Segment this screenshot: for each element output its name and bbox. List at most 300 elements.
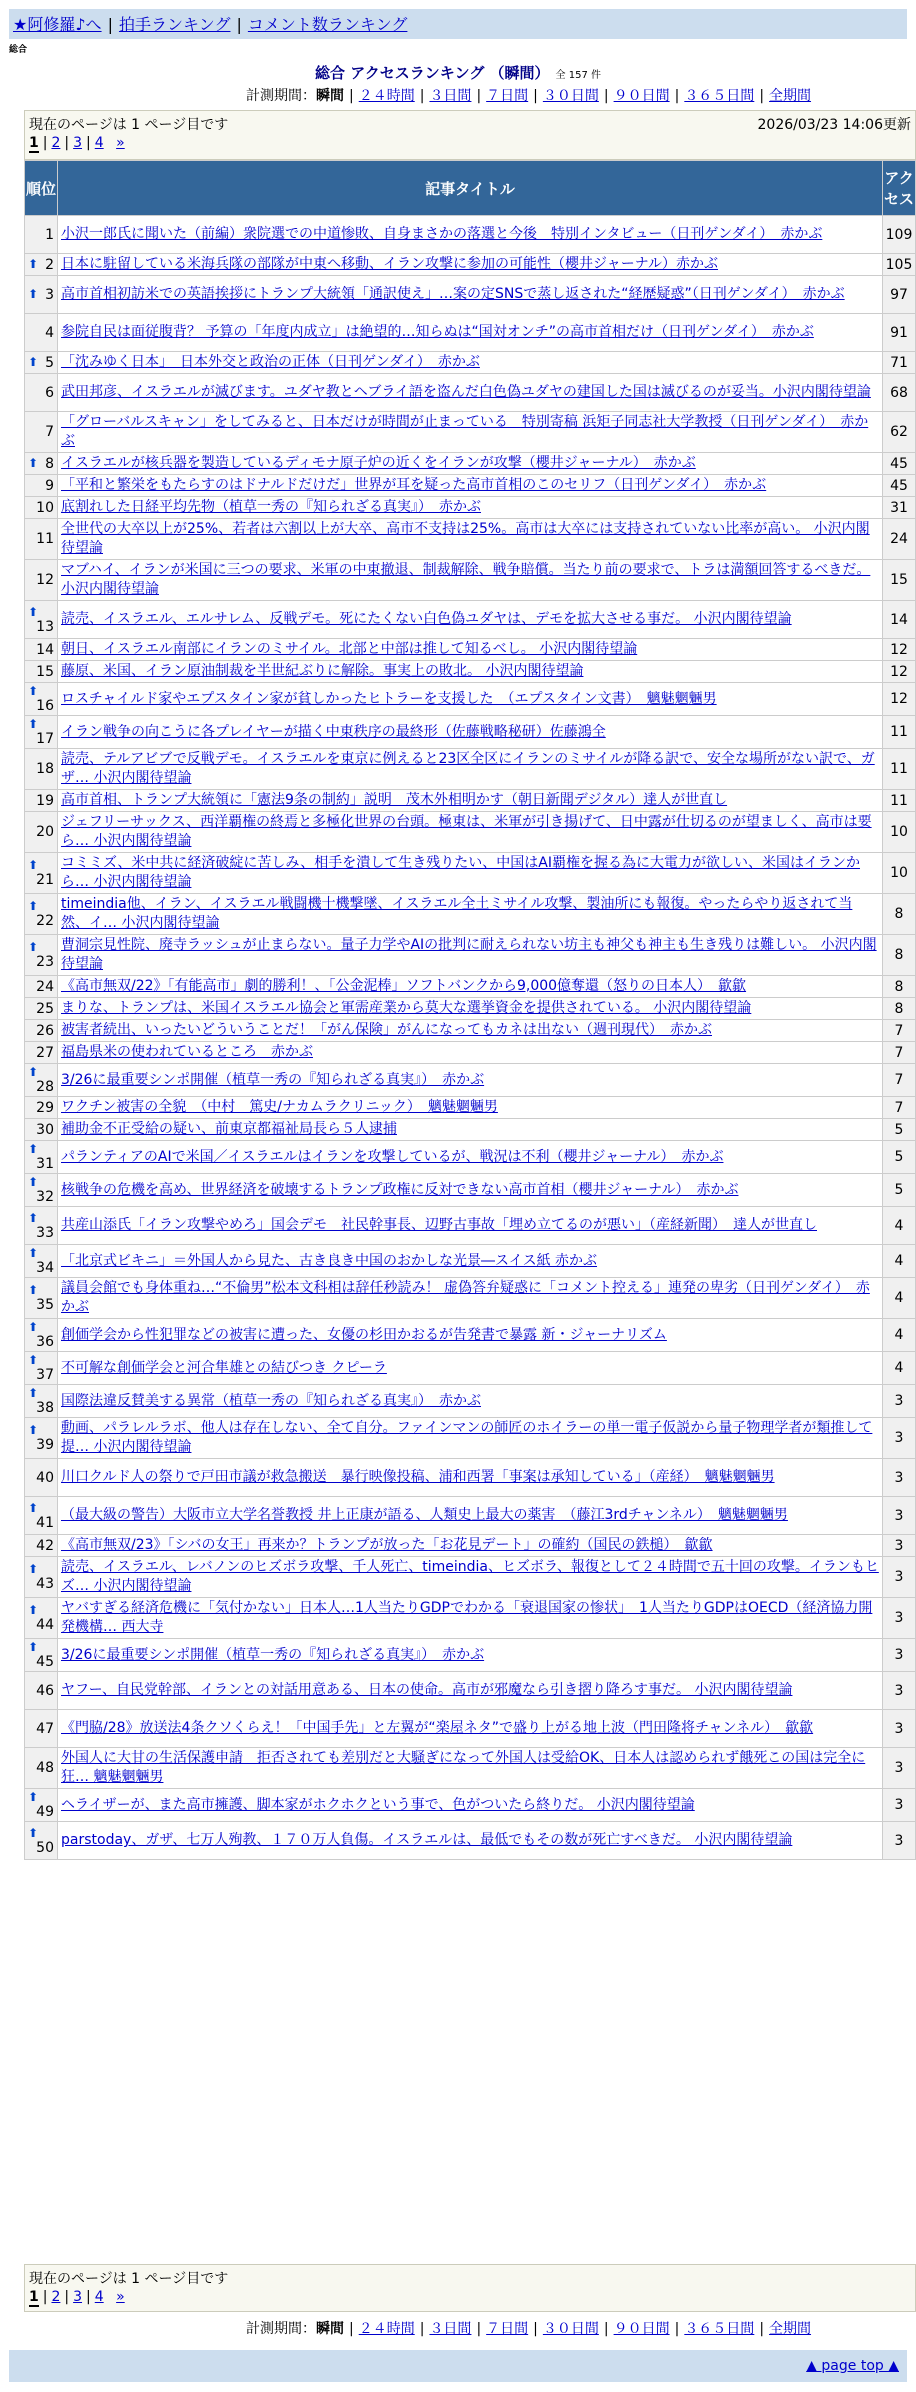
rank-cell (25, 661, 58, 683)
period-separator: | (603, 2321, 609, 2337)
page-info-top (24, 110, 916, 160)
page-link-2[interactable]: 2 (51, 2289, 61, 2305)
up-arrow-icon: ⬆ (28, 1603, 39, 1617)
period-link-4[interactable]: ３０日間 (542, 88, 599, 104)
total-count: 全 157 件 (555, 70, 601, 81)
rank-cell (25, 352, 58, 374)
title-cell (58, 1385, 883, 1418)
up-arrow-icon: ⬆ (28, 1283, 39, 1297)
title-cell (58, 601, 883, 639)
rank-cell (25, 1598, 58, 1639)
rank-cell (25, 1385, 58, 1418)
rank-cell (25, 790, 58, 812)
period-separator: | (533, 88, 538, 104)
table-row (25, 749, 916, 790)
access-column-header: アクセス (883, 161, 916, 216)
rank-cell (25, 1789, 58, 1822)
clap-ranking-link[interactable]: 拍手ランキング (118, 15, 231, 34)
period-link-3[interactable]: ７日間 (486, 2321, 529, 2337)
table-row (25, 661, 916, 683)
period-link-7[interactable]: 全期間 (769, 2321, 812, 2337)
rank-number: 16 (36, 698, 54, 714)
access-count: 8 (883, 976, 916, 998)
table-row (25, 352, 916, 374)
article-link[interactable]: パランティアのAIで米国／イスラエルはイランを攻撃しているが、戦況は不利（櫻井ジャーナル） 赤かぶ (61, 1148, 724, 1165)
access-count: 24 (883, 519, 916, 560)
table-row (25, 1174, 916, 1207)
access-count: 91 (883, 314, 916, 352)
rank-cell (25, 1207, 58, 1245)
article-link[interactable]: 底割れした日経平均先物（植草一秀の『知られざる真実』） 赤かぶ (61, 499, 481, 515)
access-count: 3 (883, 1557, 916, 1598)
title-cell (58, 1822, 883, 1860)
footer-bar (9, 2350, 907, 2382)
rank-number: 46 (36, 1682, 54, 1699)
article-link[interactable]: 核戦争の危機を高め、世界経済を破壊するトランプ政権に反対できない高市首相（櫻井ジャーナル） 赤かぶ (61, 1181, 739, 1198)
table-row (25, 1097, 916, 1119)
article-link[interactable]: ワクチン被害の全貌 （中村 篤史/ナカムラクリニック） 魑魅魍魎男 (61, 1099, 498, 1115)
period-link-6[interactable]: ３６５日間 (684, 88, 755, 104)
ranking-title: 総合 アクセスランキング （瞬間） (315, 64, 550, 82)
rank-cell (25, 314, 58, 352)
title-cell (58, 749, 883, 790)
article-link[interactable]: 《門脇/28》放送法4条クソくらえ！「中国手先」と左翼が“楽屋ネタ”で盛り上がる地上波（門田隆将チャンネル） 歙歙 (61, 1720, 814, 1736)
rank-cell (25, 976, 58, 998)
article-link[interactable]: 3/26に最重要シンポ開催（植草一秀の『知られざる真実』） 赤かぶ (61, 1646, 485, 1663)
title-cell (58, 1064, 883, 1097)
article-link[interactable]: まりな、トランプは、米国イスラエル協会と軍需産業から莫大な選挙資金を提供されている。 小沢内閣待望論 (61, 1000, 752, 1016)
rank-column-header: 順位 (25, 161, 58, 216)
table-row (25, 1459, 916, 1497)
rank-cell (25, 1064, 58, 1097)
article-link[interactable]: 読売、イスラエル、エルサレム、反戦デモ。死にたくない白色偽ユダヤは、デモを拡大させる事だ。 小沢内閣待望論 (61, 611, 792, 627)
article-link[interactable]: 「沈みゆく日本」 日本外交と政治の正体（日刊ゲンダイ） 赤かぶ (61, 354, 480, 370)
page-current: 1 (29, 135, 39, 151)
title-cell (58, 1352, 883, 1385)
access-count: 45 (883, 453, 916, 475)
table-row (25, 475, 916, 497)
title-cell (58, 560, 883, 601)
page-separator: | (42, 135, 48, 151)
access-count: 3 (883, 1385, 916, 1418)
article-link[interactable]: 国際法違反賛美する異常（植草一秀の『知られざる真実』） 赤かぶ (61, 1392, 481, 1409)
page-link-4[interactable]: 4 (94, 2289, 104, 2305)
access-count: 4 (883, 1319, 916, 1352)
title-cell (58, 639, 883, 661)
article-link[interactable]: 曹洞宗見性院、廃寺ラッシュが止まらない。量子力学やAIの批判に耐えられない坊主も神父も神主も生き残りは難しい。 小沢内閣待望論 (61, 937, 877, 972)
rank-number: 49 (36, 1804, 54, 1820)
title-cell (58, 1042, 883, 1064)
rank-number: 31 (36, 1156, 54, 1172)
access-count: 97 (883, 276, 916, 314)
rank-number: 11 (36, 531, 54, 547)
access-count: 3 (883, 1822, 916, 1860)
title-cell (58, 935, 883, 976)
access-count: 31 (883, 497, 916, 519)
access-count: 105 (883, 254, 916, 276)
article-link[interactable]: 補助金不正受給の疑い、前東京都福祉局長ら５人逮捕 (61, 1121, 397, 1137)
access-count: 12 (883, 639, 916, 661)
table-row (25, 1418, 916, 1459)
article-link[interactable]: 朝日、イスラエル南部にイランのミサイル。北部と中部は推して知るべし。 小沢内閣待望論 (61, 641, 638, 657)
period-separator: | (476, 88, 482, 104)
title-cell (58, 1245, 883, 1278)
up-arrow-icon: ⬆ (28, 1423, 39, 1437)
article-link[interactable]: 外国人に大甘の生活保護申請 拒否されても差別だと大騒ぎになって外国人は受給OK、日本人は認められず餓死この国は完全に狂… 魑魅魍魎男 (61, 1750, 866, 1785)
rank-number: 25 (36, 1000, 54, 1017)
rank-number: 18 (36, 761, 54, 777)
table-row (25, 1278, 916, 1319)
title-cell (58, 1639, 883, 1672)
article-link[interactable]: 共産山添氏「イラン攻撃やめろ」国会デモ 社民幹事長、辺野古事故「埋め立てるのが悪い」（産経新聞） 達人が世直し (61, 1217, 817, 1233)
rank-cell (25, 254, 58, 276)
period-selector-top (246, 85, 811, 105)
title-cell (58, 1789, 883, 1822)
asyura-home-link[interactable]: ★阿修羅♪へ (13, 15, 102, 34)
pagination-top (29, 135, 125, 151)
rank-number: 32 (36, 1189, 54, 1205)
title-cell (58, 1020, 883, 1042)
rank-number: 27 (36, 1044, 54, 1061)
table-row (25, 1710, 916, 1748)
period-separator: | (349, 2321, 354, 2337)
article-link[interactable]: 被害者続出、いったいどういうことだ！「がん保険」がんになってもカネは出ない（週刊現代） 赤かぶ (61, 1022, 712, 1038)
access-count: 4 (883, 1245, 916, 1278)
access-count: 5 (883, 1174, 916, 1207)
period-link-7[interactable]: 全期間 (769, 88, 812, 104)
period-separator: | (349, 88, 354, 104)
article-link[interactable]: 読売、イスラエル、レバノンのヒズボラ攻撃、千人死亡、timeindia、ヒズボラ、報復として２４時間で五十回の攻撃。イランもヒズ… 小沢内閣待望論 (61, 1559, 879, 1594)
rank-cell (25, 1141, 58, 1174)
rank-number: 1 (45, 226, 54, 243)
page-separator: | (86, 2289, 91, 2305)
up-arrow-icon: ⬆ (28, 940, 39, 954)
rank-number: 2 (45, 256, 54, 273)
up-arrow-icon: ⬆ (28, 1210, 39, 1225)
rank-number: 7 (45, 424, 54, 440)
title-cell (58, 497, 883, 519)
title-cell (58, 853, 883, 894)
table-row (25, 1822, 916, 1860)
article-link[interactable]: ヤバすぎる経済危機に「気付かない」日本人…1人当たりGDPでわかる「衰退国家の惨状」 1人当たりGDPはOECD（経済協力開発機構… 西大寺 (61, 1600, 873, 1635)
up-arrow-icon: ⬆ (28, 1500, 39, 1515)
rank-number: 19 (36, 792, 54, 809)
table-row (25, 1535, 916, 1557)
title-cell (58, 1207, 883, 1245)
rank-number: 22 (36, 913, 54, 929)
period-link-3[interactable]: ７日間 (486, 88, 529, 104)
page-link-3[interactable]: 3 (73, 135, 83, 151)
access-count: 3 (883, 1710, 916, 1748)
access-count: 7 (883, 1097, 916, 1119)
title-cell (58, 314, 883, 352)
period-separator: | (476, 2321, 482, 2337)
page-info-bottom (24, 2264, 916, 2312)
article-link[interactable]: 藤原、米国、イラン原油制裁を半世紀ぶりに解除。事実上の敗北。 小沢内閣待望論 (61, 663, 584, 679)
page-link-2[interactable]: 2 (51, 135, 61, 151)
rank-cell (25, 453, 58, 475)
up-arrow-icon: ⬆ (28, 684, 39, 698)
table-row (25, 374, 916, 412)
article-link[interactable]: 武田邦彦、イスラエルが滅びます。ユダヤ教とヘブライ語を盗んだ白色偽ユダヤの建国した国は滅びるのが妥当。小沢内閣待望論 (61, 384, 871, 400)
article-link[interactable]: 「北京式ビキニ」＝外国人から見た、古き良き中国のおかしな光景―スイス紙 赤かぶ (61, 1252, 598, 1269)
rank-number: 34 (36, 1260, 54, 1276)
article-link[interactable]: イスラエルが核兵器を製造しているディモナ原子炉の近くをイランが攻撃（櫻井ジャーナル） 赤かぶ (61, 455, 696, 471)
article-link[interactable]: ヘライザーが、また高市擁護、脚本家がホクホクという事で、色がついたら終りだ。 小沢内閣待望論 (61, 1796, 695, 1813)
article-link[interactable]: parstoday、ガザ、七万人殉教、１７０万人負傷。イスラエルは、最低でもその数が死亡すべきだ。 小沢内閣待望論 (61, 1832, 793, 1848)
table-row (25, 1789, 916, 1822)
title-cell (58, 1557, 883, 1598)
access-count: 3 (883, 1748, 916, 1789)
current-page-text: 現在のページは 1 ページ目です (29, 117, 229, 133)
page-separator: | (42, 2289, 48, 2305)
rank-cell (25, 1535, 58, 1557)
rank-number: 26 (36, 1022, 54, 1039)
rank-number: 13 (36, 618, 54, 635)
page-separator: | (64, 2289, 70, 2305)
period-separator: | (419, 2321, 425, 2337)
title-column-header: 記事タイトル (58, 161, 883, 216)
access-count: 12 (883, 661, 916, 683)
up-arrow-icon: ⬆ (28, 1065, 39, 1079)
period-separator: | (759, 2321, 765, 2337)
table-row (25, 639, 916, 661)
up-arrow-icon: ⬆ (28, 1386, 39, 1400)
title-cell (58, 1459, 883, 1497)
rank-cell (25, 1020, 58, 1042)
article-link[interactable]: 読売、テルアビブで反戦デモ。イスラエルを東京に例えると23区全区にイランのミサイルが降る訳で、安全な場所がない訳で、ガザ… 小沢内閣待望論 (61, 751, 875, 786)
table-row (25, 716, 916, 749)
article-link[interactable]: ヤフー、自民党幹部、イランとの対話用意ある、日本の使命。高市が邪魔なら引き摺り降ろす事だ。 小沢内閣待望論 (61, 1682, 793, 1698)
title-cell (58, 1497, 883, 1535)
up-arrow-icon: ⬆ (28, 354, 39, 369)
title-cell (58, 1097, 883, 1119)
up-arrow-icon: ⬆ (28, 1640, 39, 1654)
article-link[interactable]: 3/26に最重要シンポ開催（植草一秀の『知られざる真実』） 赤かぶ (61, 1071, 485, 1088)
rank-number: 29 (36, 1099, 54, 1116)
article-link[interactable]: 創価学会から性犯罪などの被害に遭った、女優の杉田かおるが告発書で暴露 新・ジャーナリズム (61, 1326, 667, 1343)
rank-cell (25, 1245, 58, 1278)
up-arrow-icon: ⬆ (28, 1175, 39, 1189)
table-row (25, 1672, 916, 1710)
rank-cell (25, 683, 58, 716)
page-top-link[interactable]: ▲ page top ▲ (806, 2358, 899, 2374)
period-separator: | (419, 88, 425, 104)
period-separator: | (759, 88, 765, 104)
article-link[interactable]: 小沢一郎氏に聞いた（前編）衆院選での中道惨敗、自身まさかの落選と今後 特別インタビュー（日刊ゲンダイ） 赤かぶ (61, 226, 823, 242)
period-link-1[interactable]: ２４時間 (358, 2321, 415, 2337)
access-count: 62 (883, 412, 916, 453)
table-row (25, 453, 916, 475)
rank-cell (25, 1672, 58, 1710)
rank-number: 43 (36, 1576, 54, 1592)
table-row (25, 1748, 916, 1789)
access-count: 4 (883, 1207, 916, 1245)
access-count: 3 (883, 1639, 916, 1672)
table-row (25, 1020, 916, 1042)
rank-number: 15 (36, 663, 54, 680)
page-current: 1 (29, 2289, 39, 2305)
updated-timestamp: 2026/03/23 14:06更新 (757, 117, 911, 133)
title-cell (58, 1319, 883, 1352)
rank-number: 39 (36, 1437, 54, 1453)
article-link[interactable]: 「平和と繁栄をもたらすのはドナルドだけだ」世界が耳を疑った高市首相のこのセリフ（日刊ゲンダイ） 赤かぶ (61, 477, 767, 493)
next-page-link[interactable]: » (116, 135, 125, 151)
article-link[interactable]: ロスチャイルド家やエプスタイン家が貧しかったヒトラーを支援した （エプスタイン文書） 魑魅魍魎男 (61, 690, 717, 707)
page-title (0, 62, 916, 83)
period-separator: | (603, 88, 609, 104)
rank-number: 38 (36, 1400, 54, 1416)
title-cell (58, 374, 883, 412)
article-link[interactable]: 「グローバルスキャン」をしてみると、日本だけが時間が止まっている 特別寄稿 浜矩子同志社大学教授（日刊ゲンダイ） 赤かぶ (61, 414, 869, 449)
title-cell (58, 1141, 883, 1174)
article-link[interactable]: 不可解な創価学会と河合隼雄との結びつき クピーラ (61, 1359, 387, 1376)
table-row (25, 1385, 916, 1418)
article-link[interactable]: 動画、パラレルラボ、他人は存在しない、全て自分。ファインマンの師匠のホイラーの単一電子仮説から量子物理学者が類推して提… 小沢内閣待望論 (61, 1420, 873, 1455)
article-link[interactable]: 《高市無双/23》「シバの女王」再来か？トランプが放った「お花見デート」の確約（国民の鉄槌） 歙歙 (61, 1537, 713, 1553)
article-link[interactable]: 高市首相初訪米での英語挨拶にトランプ大統領「通訳使え」…案の定SNSで蒸し返された“経歴疑惑”（日刊ゲンダイ） 赤かぶ (61, 286, 845, 302)
access-count: 3 (883, 1535, 916, 1557)
table-row (25, 1598, 916, 1639)
nav-separator: | (107, 15, 113, 34)
article-link[interactable]: 川口クルド人の祭りで戸田市議が救急搬送 暴行映像投稿、浦和西署「事案は承知している」（産経） 魑魅魍魎男 (61, 1469, 775, 1485)
access-count: 14 (883, 601, 916, 639)
period-link-1[interactable]: ２４時間 (358, 88, 415, 104)
rank-number: 5 (45, 354, 54, 371)
rank-cell (25, 1748, 58, 1789)
period-label: 計測期間： (246, 2321, 316, 2337)
access-count: 15 (883, 560, 916, 601)
rank-number: 45 (36, 1654, 54, 1670)
article-link[interactable]: timeindia他、イラン、イスラエル戦闘機十機撃墜、イスラエル全土ミサイル攻撃、製油所にも報復。やったらやり返されて当然、イ… 小沢内閣待望論 (61, 896, 853, 931)
rank-cell (25, 1042, 58, 1064)
table-row (25, 276, 916, 314)
title-cell (58, 998, 883, 1020)
table-row (25, 560, 916, 601)
period-link-4[interactable]: ３０日間 (542, 2321, 599, 2337)
table-row (25, 1042, 916, 1064)
rank-cell (25, 1639, 58, 1672)
access-count: 8 (883, 894, 916, 935)
title-cell (58, 475, 883, 497)
table-row (25, 1557, 916, 1598)
up-arrow-icon: ⬆ (28, 899, 39, 913)
next-page-link[interactable]: » (116, 2289, 125, 2305)
table-row (25, 894, 916, 935)
table-row (25, 790, 916, 812)
rank-number: 35 (36, 1297, 54, 1313)
up-arrow-icon: ⬆ (28, 286, 39, 301)
article-link[interactable]: 議員会館でも身体重ね…“不倫男”松本文科相は辞任秒読み！ 虚偽答弁疑惑に「コメント控える」連発の卑劣（日刊ゲンダイ） 赤かぶ (61, 1280, 870, 1315)
comment-ranking-link[interactable]: コメント数ランキング (247, 15, 408, 34)
article-link[interactable]: 全世代の大卒以上が25%、若者は六割以上が大卒、高市不支持は25%。高市は大卒には支持されていない比率が高い。 小沢内閣待望論 (61, 521, 870, 556)
table-row (25, 1319, 916, 1352)
up-arrow-icon: ⬆ (28, 1320, 39, 1334)
period-separator: | (533, 2321, 538, 2337)
table-row (25, 601, 916, 639)
current-page-text-bottom: 現在のページは 1 ページ目です (29, 2271, 229, 2287)
period-link-5[interactable]: ９０日間 (613, 2321, 670, 2337)
title-cell (58, 1174, 883, 1207)
article-link[interactable]: コミミズ、米中共に経済破綻に苦しみ、相手を潰して生き残りたい、中国はAI覇権を握る為に大電力が欲しい、米国はイランから… 小沢内閣待望論 (61, 855, 860, 890)
rank-number: 37 (36, 1367, 54, 1383)
period-link-2[interactable]: ３日間 (429, 88, 472, 104)
up-arrow-icon: ⬆ (28, 717, 39, 731)
title-cell (58, 1278, 883, 1319)
rank-number: 33 (36, 1224, 54, 1241)
table-row (25, 1064, 916, 1097)
article-link[interactable]: （最大級の警告）大阪市立大学名誉教授 井上正康が語る、人類史上最大の薬害 （藤江3rdチャンネル） 魑魅魍魎男 (61, 1507, 788, 1523)
rank-number: 48 (36, 1760, 54, 1776)
article-link[interactable]: 高市首相、トランプ大統領に「憲法9条の制約」説明 茂木外相明かす（朝日新聞デジタル）達人が世直し (61, 792, 728, 808)
up-arrow-icon: ⬆ (28, 1790, 39, 1804)
up-arrow-icon: ⬆ (28, 1562, 39, 1576)
article-link[interactable]: マブハイ、イランが米国に三つの要求、米軍の中東撤退、制裁解除、戦争賠償。当たり前の要求で、トラは満額回答するべきだ。 小沢内閣待望論 (61, 562, 871, 597)
title-cell (58, 1672, 883, 1710)
up-arrow-icon: ⬆ (28, 1353, 39, 1367)
rank-number: 3 (45, 286, 54, 303)
title-cell (58, 790, 883, 812)
page-separator (104, 2289, 116, 2305)
access-count: 8 (883, 998, 916, 1020)
rank-cell (25, 1418, 58, 1459)
access-count: 4 (883, 1278, 916, 1319)
rank-cell (25, 560, 58, 601)
table-row (25, 216, 916, 254)
article-link[interactable]: 日本に駐留している米海兵隊の部隊が中東へ移動、イラン攻撃に参加の可能性（櫻井ジャーナル）赤かぶ (61, 256, 719, 272)
table-row (25, 1141, 916, 1174)
table-row (25, 935, 916, 976)
title-cell (58, 1710, 883, 1748)
title-cell (58, 276, 883, 314)
access-count: 8 (883, 935, 916, 976)
rank-number: 44 (36, 1617, 54, 1633)
period-link-5[interactable]: ９０日間 (613, 88, 670, 104)
page-link-4[interactable]: 4 (94, 135, 104, 151)
access-count: 3 (883, 1497, 916, 1535)
rank-number: 50 (36, 1839, 54, 1856)
rank-number: 21 (36, 872, 54, 888)
rank-cell (25, 716, 58, 749)
access-count: 3 (883, 1418, 916, 1459)
rank-cell (25, 1119, 58, 1141)
article-link[interactable]: イラン戦争の向こうに各プレイヤーが描く中東秩序の最終形（佐藤戦略秘研）佐藤鴻全 (61, 723, 606, 740)
article-link[interactable]: ジェフリーサックス、西洋覇権の終焉と多極化世界の台頭。極東は、米軍が引き揚げて、日中露が仕切るのが望ましく、高市は要ら… 小沢内閣待望論 (61, 814, 872, 849)
access-count: 3 (883, 1459, 916, 1497)
period-link-6[interactable]: ３６５日間 (684, 2321, 755, 2337)
page-link-3[interactable]: 3 (73, 2289, 83, 2305)
access-count: 11 (883, 790, 916, 812)
rank-number: 28 (36, 1079, 54, 1095)
access-count: 12 (883, 683, 916, 716)
article-link[interactable]: 福島県米の使われているところ 赤かぶ (61, 1044, 313, 1060)
access-count: 68 (883, 374, 916, 412)
table-row (25, 998, 916, 1020)
period-link-2[interactable]: ３日間 (429, 2321, 472, 2337)
title-cell (58, 976, 883, 998)
rank-cell (25, 1278, 58, 1319)
title-cell (58, 894, 883, 935)
period-current: 瞬間 (316, 2321, 344, 2337)
title-cell (58, 1418, 883, 1459)
rank-cell (25, 998, 58, 1020)
article-link[interactable]: 参院自民は面従腹背？ 予算の「年度内成立」は絶望的…知らぬは“国対オンチ”の高市首相だけ（日刊ゲンダイ） 赤かぶ (61, 324, 814, 340)
access-count: 10 (883, 853, 916, 894)
rank-cell (25, 1319, 58, 1352)
nav-separator: | (236, 15, 242, 34)
article-link[interactable]: 《高市無双/22》「有能高市」劇的勝利！、「公金泥棒」ソフトバンクから9,000億奪還（怒りの日本人） 歙歙 (61, 978, 747, 994)
title-cell (58, 683, 883, 716)
